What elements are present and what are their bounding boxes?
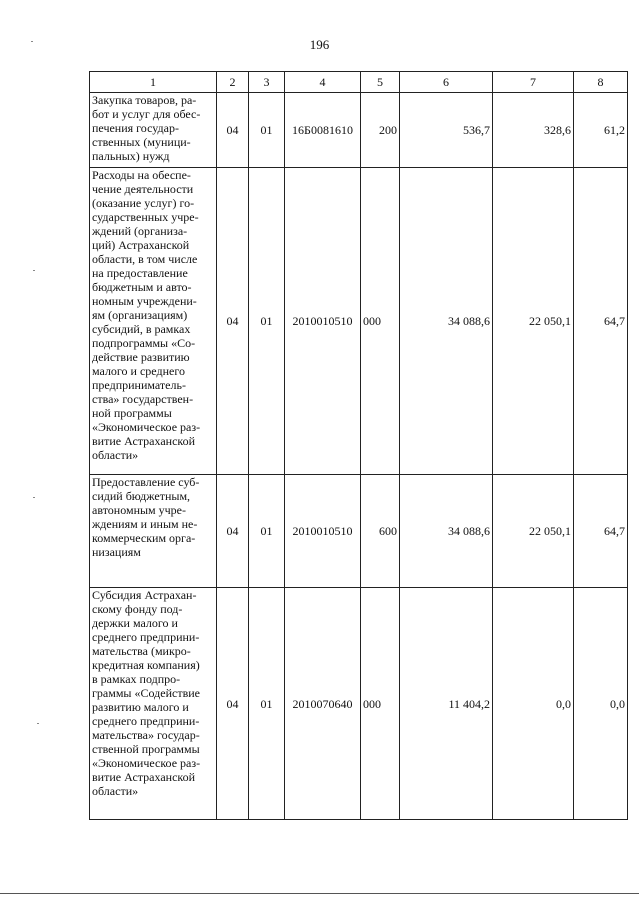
header-cell-8: 8 <box>574 72 628 93</box>
name-line: мательства (микро- <box>92 644 191 658</box>
header-cell-1: 1 <box>90 72 217 93</box>
execution-percent-cell: 61,2 <box>574 93 628 168</box>
name-line: печения государ- <box>92 121 179 135</box>
header-cell-6: 6 <box>400 72 493 93</box>
scan-mark <box>31 41 33 42</box>
name-line: ства» государствен- <box>92 392 194 406</box>
execution-percent-cell: 0,0 <box>574 588 628 820</box>
row-name-cell <box>90 168 217 475</box>
name-line: бот и услуг для обес- <box>92 107 201 121</box>
expense-type-cell: 000 <box>361 168 400 475</box>
name-line: Предоставление суб- <box>92 475 200 489</box>
name-line: держки малого и <box>92 616 178 630</box>
expense-type-cell: 200 <box>361 93 400 168</box>
name-line: субсидий, в рамках <box>92 322 191 336</box>
row-name-cell <box>90 93 217 168</box>
table-row <box>90 93 628 168</box>
header-cell-5: 5 <box>361 72 400 93</box>
name-line: области» <box>92 448 139 462</box>
expense-type-cell: 600 <box>361 475 400 588</box>
name-line: действие развитию <box>92 350 190 364</box>
scan-mark <box>33 497 35 498</box>
header-row <box>90 72 628 93</box>
name-line: ций) Астраханской <box>92 238 190 252</box>
subsection-code-cell: 01 <box>249 93 285 168</box>
name-line: малого и среднего <box>92 364 185 378</box>
name-line: в рамках подпро- <box>92 672 181 686</box>
name-line: среднего предприни- <box>92 630 200 644</box>
planned-amount-cell: 536,7 <box>400 93 493 168</box>
name-line: витие Астраханской <box>92 434 196 448</box>
table-row <box>90 588 628 820</box>
name-line: кредитная компания) <box>92 658 200 672</box>
subsection-code-cell: 01 <box>249 588 285 820</box>
name-line: ям (организациям) <box>92 308 188 322</box>
name-line: пальных) нужд <box>92 149 170 163</box>
name-line: скому фонду под- <box>92 602 183 616</box>
section-code-cell: 04 <box>217 475 249 588</box>
header-cell-7: 7 <box>493 72 574 93</box>
planned-amount-cell: 34 088,6 <box>400 168 493 475</box>
name-line: предприниматель- <box>92 378 186 392</box>
executed-amount-cell: 22 050,1 <box>493 168 574 475</box>
name-line: чение деятельности <box>92 182 194 196</box>
name-line: Расходы на обеспе- <box>92 168 191 182</box>
planned-amount-cell: 34 088,6 <box>400 475 493 588</box>
subsection-code-cell: 01 <box>249 168 285 475</box>
name-line: ждений (организа- <box>92 224 188 238</box>
name-line: ственной программы <box>92 742 200 756</box>
name-line: (оказание услуг) го- <box>92 196 195 210</box>
name-line: области» <box>92 784 139 798</box>
section-code-cell: 04 <box>217 588 249 820</box>
planned-amount-cell: 11 404,2 <box>400 588 493 820</box>
header-cell-3: 3 <box>249 72 285 93</box>
name-line: ной программы <box>92 406 172 420</box>
expense-type-cell: 000 <box>361 588 400 820</box>
name-line: «Экономическое раз- <box>92 756 201 770</box>
section-code-cell: 04 <box>217 168 249 475</box>
name-line: области, в том числе <box>92 252 198 266</box>
header-cell-2: 2 <box>217 72 249 93</box>
scan-mark <box>33 270 35 271</box>
name-line: Субсидия Астрахан- <box>92 588 197 602</box>
page-bottom-rule <box>0 893 639 894</box>
name-line: среднего предприни- <box>92 714 200 728</box>
target-article-cell: 2010010510 <box>285 475 361 588</box>
row-name-cell <box>90 475 217 588</box>
name-line: витие Астраханской <box>92 770 196 784</box>
name-line: Закупка товаров, ра- <box>92 93 197 107</box>
executed-amount-cell: 328,6 <box>493 93 574 168</box>
subsection-code-cell: 01 <box>249 475 285 588</box>
table-row <box>90 475 628 588</box>
header-cell-4: 4 <box>285 72 361 93</box>
name-line: номным учреждени- <box>92 294 197 308</box>
executed-amount-cell: 0,0 <box>493 588 574 820</box>
target-article-cell: 16Б0081610 <box>285 93 361 168</box>
name-line: мательства» государ- <box>92 728 200 742</box>
name-line: «Экономическое раз- <box>92 420 201 434</box>
name-line: коммерческим орга- <box>92 531 196 545</box>
row-name-cell <box>90 588 217 820</box>
section-code-cell: 04 <box>217 93 249 168</box>
name-line: сидий бюджетным, <box>92 489 191 503</box>
name-line: низациям <box>92 545 141 559</box>
name-line: ждениям и иным не- <box>92 517 198 531</box>
name-line: подпрограммы «Со- <box>92 336 196 350</box>
name-line: бюджетным и авто- <box>92 280 192 294</box>
scan-mark <box>37 723 39 724</box>
name-line: ственных (муници- <box>92 135 191 149</box>
page-number: 196 <box>309 37 330 52</box>
execution-percent-cell: 64,7 <box>574 168 628 475</box>
target-article-cell: 2010010510 <box>285 168 361 475</box>
name-line: на предоставление <box>92 266 188 280</box>
target-article-cell: 2010070640 <box>285 588 361 820</box>
name-line: сударственных учре- <box>92 210 199 224</box>
name-line: развитию малого и <box>92 700 189 714</box>
budget-table <box>89 71 628 820</box>
name-line: граммы «Содействие <box>92 686 200 700</box>
execution-percent-cell: 64,7 <box>574 475 628 588</box>
table-row <box>90 168 628 475</box>
executed-amount-cell: 22 050,1 <box>493 475 574 588</box>
name-line: автономным учре- <box>92 503 187 517</box>
